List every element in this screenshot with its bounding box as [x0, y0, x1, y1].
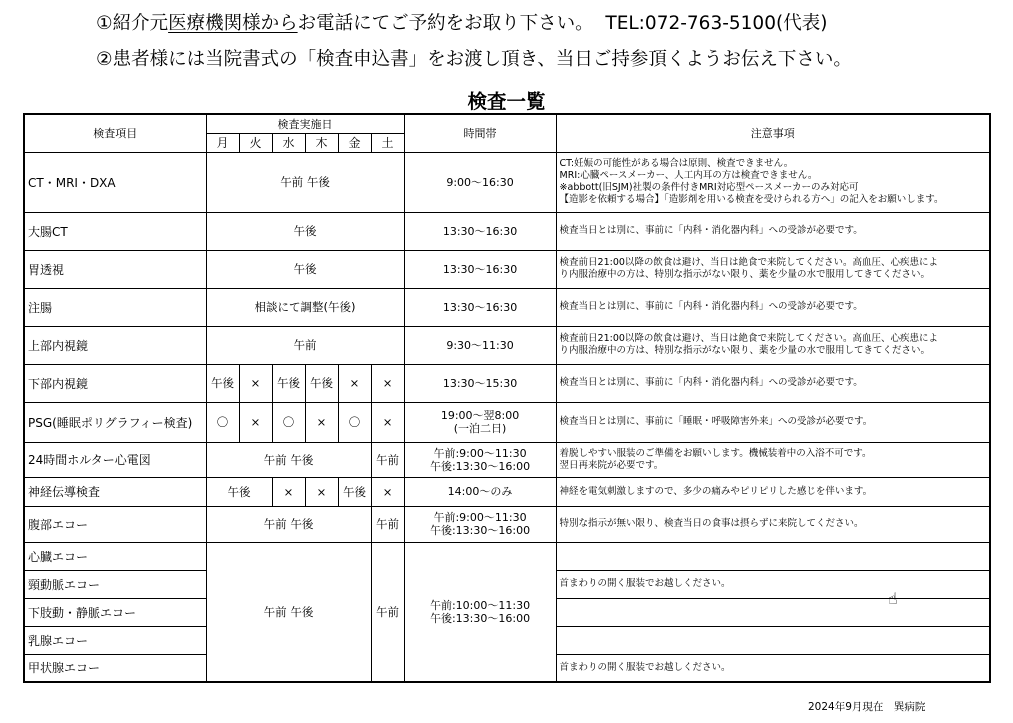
exam-notes [556, 152, 990, 212]
exam-notes [556, 506, 990, 542]
day-wed: 水 [272, 133, 305, 152]
hand-cursor-icon: ☝ [888, 589, 898, 608]
exam-notes [556, 250, 990, 288]
exam-notes [556, 212, 990, 250]
table-row [24, 364, 990, 402]
table-row [24, 212, 990, 250]
exam-notes [556, 326, 990, 364]
exam-time [404, 402, 556, 442]
exam-day-wed: 〇 [272, 402, 305, 442]
exam-days: 午前 午後 [206, 152, 404, 212]
exam-notes [556, 542, 990, 570]
exam-time [404, 442, 556, 477]
exam-days: 午前 [206, 326, 404, 364]
exam-days: 午後 [206, 212, 404, 250]
time-line: 午前:10:00～11:30 [429, 598, 531, 612]
note-line: 神経を電気刺激しますので、多少の痛みやピリピリした感じを伴います。 [559, 485, 873, 497]
exam-name: 下肢動・静脈エコー [24, 598, 206, 626]
exam-day-sat: × [371, 364, 404, 402]
exam-name: PSG(睡眠ポリグラフィー検査) [24, 402, 206, 442]
exam-table [23, 113, 991, 683]
table-row [24, 326, 990, 364]
instruction-suffix: お電話にてご予約をお取り下さい。 [297, 13, 594, 34]
exam-day-wed: 午後 [272, 364, 305, 402]
header-notes: 注意事項 [556, 114, 990, 152]
time-line: 午前:9:00～11:30 [433, 446, 527, 460]
header-item: 検査項目 [24, 114, 206, 152]
form-instruction: ②患者様には当院書式の「検査申込書」をお渡し頂き、当日ご持参頂くようお伝え下さい。 [96, 49, 852, 70]
exam-name: 神経伝導検査 [24, 477, 206, 506]
instruction-underlined: 医療機関様から [168, 13, 298, 34]
header-time: 時間帯 [404, 114, 556, 152]
exam-day-fri: 〇 [338, 402, 371, 442]
exam-time: 13:30～16:30 [404, 288, 556, 326]
exam-time: 13:30～16:30 [404, 250, 556, 288]
exam-name: 頸動脈エコー [24, 570, 206, 598]
exam-time: 9:30～11:30 [404, 326, 556, 364]
table-header-row [24, 114, 990, 133]
table-row [24, 506, 990, 542]
exam-day-sat: 午前 [371, 506, 404, 542]
note-line: 検査当日とは別に、事前に「内科・消化器内科」への受診が必要です。 [559, 377, 863, 388]
exam-name: CT・MRI・DXA [24, 152, 206, 212]
exam-day-thu: × [305, 477, 338, 506]
exam-time: 13:30～16:30 [404, 212, 556, 250]
exam-notes [556, 364, 990, 402]
exam-day-sat: × [371, 402, 404, 442]
exam-day-wed: × [272, 477, 305, 506]
note-line: り内服治療中の方は、特別な指示がない限り、薬を少量の水で服用してきてください。 [559, 269, 931, 280]
exam-name: 腹部エコー [24, 506, 206, 542]
note-line: 検査前日21:00以降の飲食は避け、当日は絶食で来院してください。高血圧、心疾患によ [559, 257, 939, 268]
exam-day-sat: × [371, 477, 404, 506]
table-row [24, 288, 990, 326]
exam-name: 胃透視 [24, 250, 206, 288]
reservation-instruction [96, 9, 827, 35]
exam-days: 相談にて調整(午後) [206, 288, 404, 326]
table-row [24, 250, 990, 288]
day-fri: 金 [338, 133, 371, 152]
exam-notes [556, 598, 990, 626]
exam-notes [556, 477, 990, 506]
day-sat: 土 [371, 133, 404, 152]
exam-day-thu: × [305, 402, 338, 442]
day-tue: 火 [239, 133, 272, 152]
exam-notes [556, 288, 990, 326]
table-row [24, 477, 990, 506]
note-line: 検査当日とは別に、事前に「睡眠・呼吸障害外来」への受診が必要です。 [559, 416, 873, 427]
exam-name: 注腸 [24, 288, 206, 326]
exam-days: 午前 午後 [206, 542, 371, 682]
note-line: 翌日再来院が必要です。 [559, 459, 664, 471]
note-line: 検査当日とは別に、事前に「内科・消化器内科」への受診が必要です。 [559, 301, 863, 312]
note-line: MRI:心臓ペースメーカー、人工内耳の方は検査できません。 [559, 170, 818, 181]
note-line: 検査当日とは別に、事前に「内科・消化器内科」への受診が必要です。 [559, 225, 863, 236]
exam-days: 午後 [206, 250, 404, 288]
day-mon: 月 [206, 133, 239, 152]
exam-time: 14:00～のみ [404, 477, 556, 506]
header-days-group: 検査実施日 [206, 114, 404, 133]
time-line: 19:00～翌8:00 [440, 409, 520, 422]
table-row [24, 152, 990, 212]
exam-time [404, 506, 556, 542]
exam-day-mon: 〇 [206, 402, 239, 442]
exam-notes [556, 442, 990, 477]
note-line: り内服治療中の方は、特別な指示がない限り、薬を少量の水で服用してきてください。 [559, 345, 931, 356]
note-line: 着脱しやすい服装のご準備をお願いします。機械装着中の入浴不可です。 [559, 447, 872, 459]
table-row [24, 442, 990, 477]
exam-day-fri: 午後 [338, 477, 371, 506]
exam-day-tue: × [239, 402, 272, 442]
exam-days: 午前 午後 [206, 442, 371, 477]
note-line: 検査前日21:00以降の飲食は避け、当日は絶食で来院してください。高血圧、心疾患によ [559, 333, 939, 344]
note-line: 特別な指示が無い限り、検査当日の食事は摂らずに来院してください。 [559, 518, 864, 529]
exam-day-thu: 午後 [305, 364, 338, 402]
exam-day-mon: 午後 [206, 364, 239, 402]
table-row [24, 402, 990, 442]
day-thu: 木 [305, 133, 338, 152]
exam-time: 9:00～16:30 [404, 152, 556, 212]
exam-time: 13:30～15:30 [404, 364, 556, 402]
exam-day-tue: × [239, 364, 272, 402]
footer-date-hospital: 2024年9月現在 巽病院 [808, 701, 926, 713]
exam-notes [556, 626, 990, 654]
exam-name: 上部内視鏡 [24, 326, 206, 364]
instruction-prefix: ①紹介元 [96, 13, 169, 34]
exam-name: 心臓エコー [24, 542, 206, 570]
exam-name: 甲状腺エコー [24, 654, 206, 682]
exam-days-mon-tue: 午後 [206, 477, 272, 506]
table-row [24, 542, 990, 570]
page-title: 検査一覧 [467, 90, 546, 113]
exam-time [404, 542, 556, 682]
exam-name: 乳腺エコー [24, 626, 206, 654]
time-line: 午後:13:30～16:00 [429, 611, 531, 625]
note-line: CT:妊娠の可能性がある場合は原則、検査できません。 [559, 158, 794, 169]
exam-name: 下部内視鏡 [24, 364, 206, 402]
time-line: 午後:13:30～16:00 [429, 459, 531, 473]
exam-notes: 首まわりの開く服装でお越しください。 [556, 570, 990, 598]
phone-number: TEL:072-763-5100(代表) [605, 13, 828, 34]
exam-notes [556, 402, 990, 442]
exam-day-sat: 午前 [371, 542, 404, 682]
note-line: 【造影を依頼する場合】「造影剤を用いる検査を受けられる方へ」の記入をお願いします。 [559, 194, 944, 205]
time-line: 午後:13:30～16:00 [429, 524, 531, 537]
time-line: 午前:9:00～11:30 [433, 511, 527, 524]
exam-name: 24時間ホルター心電図 [24, 442, 206, 477]
note-line: ※abbott(旧SJM)社製の条件付きMRI対応型ペースメーカーのみ対応可 [559, 182, 859, 193]
time-line: (一泊二日) [453, 422, 507, 435]
exam-day-fri: × [338, 364, 371, 402]
exam-days: 午前 午後 [206, 506, 371, 542]
exam-notes: 首まわりの開く服装でお越しください。 [556, 654, 990, 682]
exam-day-sat: 午前 [371, 442, 404, 477]
exam-name: 大腸CT [24, 212, 206, 250]
